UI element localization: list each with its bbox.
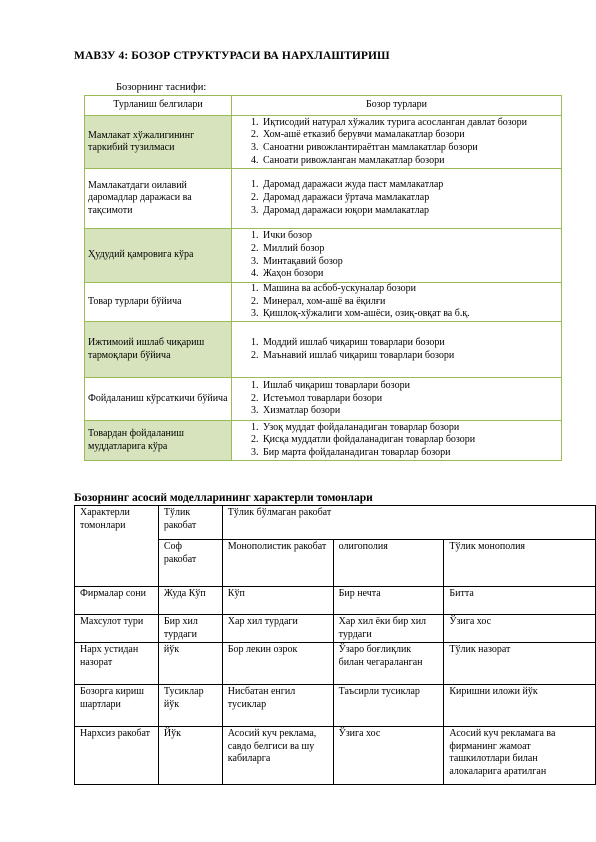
table-cell: Тусиклар йўк xyxy=(158,685,222,727)
table-row xyxy=(85,116,562,169)
types-cell xyxy=(232,169,562,229)
list-item: 4. Саноати ривожланган мамлакатлар бозори xyxy=(261,155,558,168)
criterion-cell: Ҳудудий қамровига кўра xyxy=(85,229,232,283)
table-cell: йўк xyxy=(158,643,222,685)
list-item: 1. Ички бозор xyxy=(261,230,558,243)
table-cell: Бозорга кириш шартлари xyxy=(75,685,159,727)
table-row xyxy=(75,685,596,727)
table-cell: Киришни иложи йўк xyxy=(444,685,596,727)
table-row xyxy=(85,378,562,421)
criterion-cell: Товар турлари бўйича xyxy=(85,283,232,322)
subheader-cell: олигополия xyxy=(333,540,444,587)
list-item: 2. Истеъмол товарлари бозори xyxy=(261,393,558,406)
list-item: 3. Қишлоқ-хўжалиги хом-ашёси, озиқ-овқат ва б.қ. xyxy=(261,308,558,321)
criterion-cell: Мамлакат хўжалигининг таркибий тузилмаси xyxy=(85,116,232,169)
table-cell: Жуда Кўп xyxy=(158,587,222,615)
market-models-table xyxy=(74,505,596,785)
list-item: 2. Маънавий ишлаб чиқариш товарлари бозори xyxy=(261,350,558,363)
table-cell: Битта xyxy=(444,587,596,615)
table-row xyxy=(85,322,562,378)
table-cell: Ўзига хос xyxy=(333,727,444,785)
header-criteria: Турланиш белгилари xyxy=(85,96,232,116)
list-item: 1. Иқтисодий натурал хўжалик турига асосланган давлат бозори xyxy=(261,117,558,130)
list-item: 2. Минерал, хом-ашё ва ёқилғи xyxy=(261,296,558,309)
table-cell: Нархсиз ракобат xyxy=(75,727,159,785)
subheader-cell: Монополистик ракобат xyxy=(222,540,333,587)
table-cell: Бир нечта xyxy=(333,587,444,615)
table-cell: Кўп xyxy=(222,587,333,615)
table-row xyxy=(85,169,562,229)
table-cell: Тўлик назорат xyxy=(444,643,596,685)
header-market-types: Бозор турлари xyxy=(232,96,562,116)
table-header-row xyxy=(85,96,562,116)
classification-table xyxy=(84,95,562,461)
list-item: 3. Бир марта фойдаланадиган товарлар бозори xyxy=(261,447,558,460)
list-item: 4. Жаҳон бозори xyxy=(261,268,558,281)
table-cell: Фирмалар сони xyxy=(75,587,159,615)
subheader-cell: Тўлик монополия xyxy=(444,540,596,587)
types-cell xyxy=(232,116,562,169)
table-header-row xyxy=(75,506,596,540)
table-row xyxy=(75,643,596,685)
criterion-cell: Фойдаланиш кўрсаткичи бўйича xyxy=(85,378,232,421)
types-cell xyxy=(232,322,562,378)
table-cell: Таъсирли тусиклар xyxy=(333,685,444,727)
table-cell: Ўзаро боғлиқлик билан чегараланган xyxy=(333,643,444,685)
types-cell xyxy=(232,229,562,283)
list-item: 1. Машина ва асбоб-ускуналар бозори xyxy=(261,283,558,296)
header-perfect-competition: Тўлик ракобат xyxy=(158,506,222,540)
list-item: 1. Даромад даражаси жуда паст мамлакатлар xyxy=(261,179,558,192)
types-cell xyxy=(232,283,562,322)
table-cell: Бир хил турдаги xyxy=(158,615,222,643)
table-cell: Нисбатан енгил тусиклар xyxy=(222,685,333,727)
models-heading: Бозорнинг асосий моделларининг характерли томонлари xyxy=(74,492,373,504)
list-item: 3. Хизматлар бозори xyxy=(261,405,558,418)
table-cell: Йўк xyxy=(158,727,222,785)
table-row xyxy=(75,615,596,643)
list-item: 2. Даромад даражаси ўртача мамлакатлар xyxy=(261,192,558,205)
table-cell: Асосий куч рекламага ва фирманинг жамоат ташкилотлари билан алокаларига аратилган xyxy=(444,727,596,785)
section-subtitle: Бозорнинг таснифи: xyxy=(116,82,207,93)
table-row xyxy=(85,283,562,322)
list-item: 2. Қисқа муддатли фойдаланадиган товарлар бозори xyxy=(261,434,558,447)
header-characteristics: Характерли томонлари xyxy=(75,506,159,587)
page-title: МАВЗУ 4: БОЗОР СТРУКТУРАСИ ВА НАРХЛАШТИРИШ xyxy=(74,50,390,62)
table-cell: Бор лекин озрок xyxy=(222,643,333,685)
subheader-cell: Соф ракобат xyxy=(158,540,222,587)
list-item: 3. Саноатни ривожлантираётган мамлакатлар бозори xyxy=(261,142,558,155)
header-imperfect-competition: Тўлик бўлмаган ракобат xyxy=(222,506,595,540)
table-cell: Асосий куч реклама, савдо белгиси ва шу кабиларга xyxy=(222,727,333,785)
table-row xyxy=(75,587,596,615)
list-item: 1. Моддий ишлаб чиқариш товарлари бозори xyxy=(261,337,558,350)
criterion-cell: Мамлакатдаги оилавий даромадлар даражаси ва тақсимоти xyxy=(85,169,232,229)
types-cell xyxy=(232,378,562,421)
list-item: 3. Минтақавий бозор xyxy=(261,256,558,269)
table-row xyxy=(85,421,562,461)
table-row xyxy=(75,727,596,785)
table-cell: Хар хил турдаги xyxy=(222,615,333,643)
criterion-cell: Ижтимоий ишлаб чиқариш тармоқлари бўйича xyxy=(85,322,232,378)
table-cell: Хар хил ёки бир хил турдаги xyxy=(333,615,444,643)
table-cell: Махсулот тури xyxy=(75,615,159,643)
table-cell: Ўзига хос xyxy=(444,615,596,643)
table-row xyxy=(85,229,562,283)
list-item: 2. Хом-ашё етказиб берувчи мамалакатлар бозори xyxy=(261,129,558,142)
list-item: 1. Узоқ муддат фойдаланадиган товарлар бозори xyxy=(261,422,558,435)
table-cell: Нарх устидан назорат xyxy=(75,643,159,685)
criterion-cell: Товардан фойдаланиш муддатларига кўра xyxy=(85,421,232,461)
types-cell xyxy=(232,421,562,461)
list-item: 2. Миллий бозор xyxy=(261,243,558,256)
list-item: 1. Ишлаб чиқариш товарлари бозори xyxy=(261,380,558,393)
list-item: 3. Даромад даражаси юқори мамлакатлар xyxy=(261,205,558,218)
